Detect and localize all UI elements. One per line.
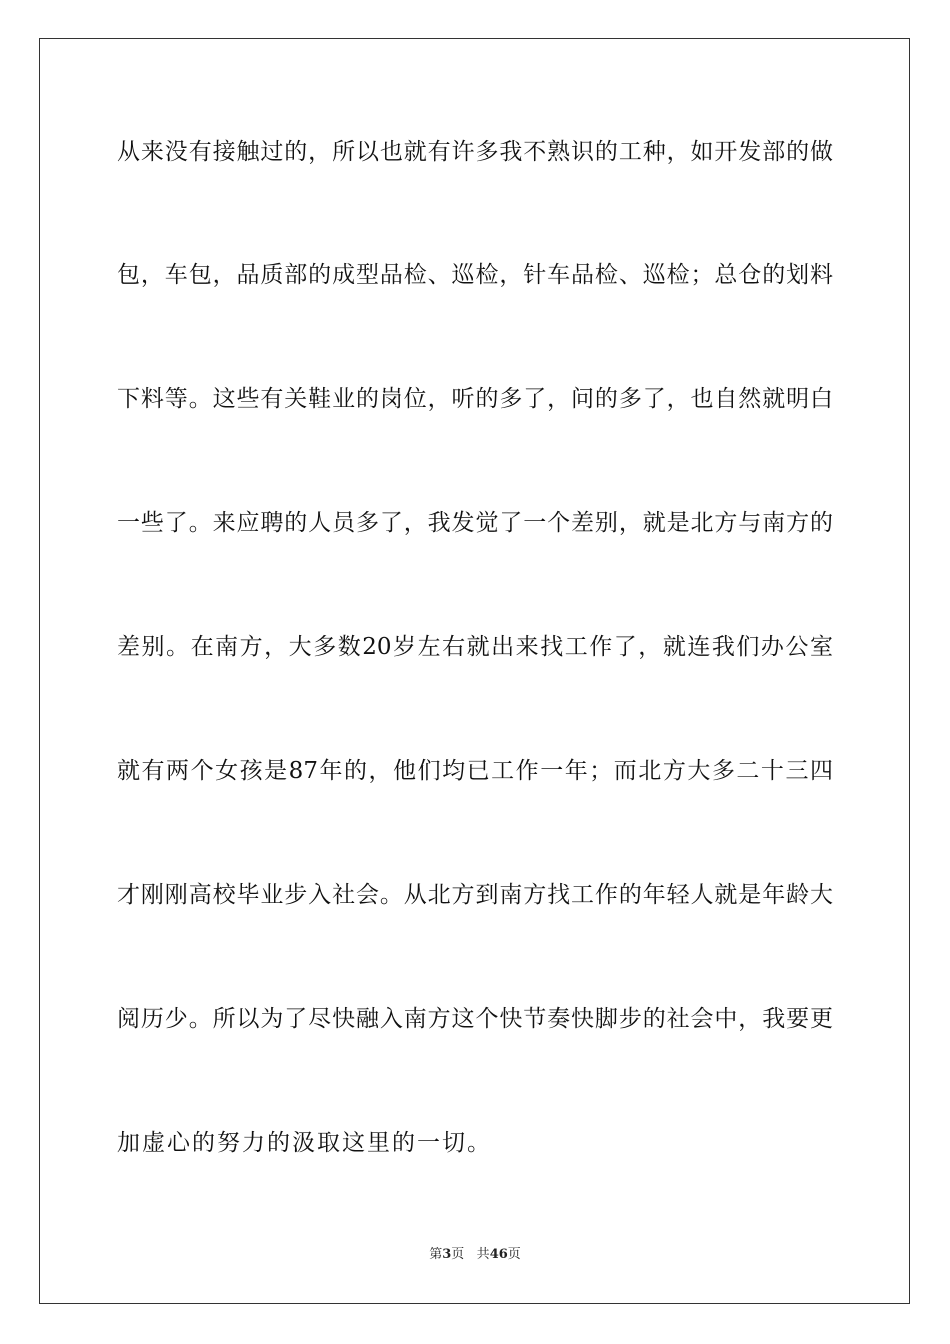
paragraph-line-2: 包，车包，品质部的成型品检、巡检，针车品检、巡检；总仓的划料 bbox=[117, 262, 833, 288]
paragraph-line-9: 加虚心的努力的汲取这里的一切。 bbox=[117, 1130, 492, 1156]
page-label-suffix: 页 bbox=[451, 1247, 465, 1262]
page-footer bbox=[0, 1246, 950, 1264]
page-number: 3 bbox=[442, 1247, 452, 1262]
paragraph-line-5: 差别。在南方，大多数20岁左右就出来找工作了，就连我们办公室 bbox=[117, 634, 833, 660]
total-pages: 46 bbox=[489, 1247, 508, 1262]
page-label-prefix: 第 bbox=[429, 1247, 443, 1262]
paragraph-line-3: 下料等。这些有关鞋业的岗位，听的多了，问的多了，也自然就明白 bbox=[117, 386, 833, 412]
paragraph-line-7: 才刚刚高校毕业步入社会。从北方到南方找工作的年轻人就是年龄大 bbox=[117, 882, 833, 908]
page-border bbox=[39, 38, 910, 1304]
total-label-suffix: 页 bbox=[507, 1247, 521, 1262]
paragraph-line-8: 阅历少。所以为了尽快融入南方这个快节奏快脚步的社会中，我要更 bbox=[117, 1006, 833, 1032]
paragraph-line-4: 一些了。来应聘的人员多了，我发觉了一个差别，就是北方与南方的 bbox=[117, 510, 833, 536]
paragraph-line-6: 就有两个女孩是87年的，他们均已工作一年；而北方大多二十三四 bbox=[117, 758, 833, 784]
total-label-prefix: 共 bbox=[476, 1247, 490, 1262]
paragraph-line-1: 从来没有接触过的，所以也就有许多我不熟识的工种，如开发部的做 bbox=[117, 139, 833, 165]
